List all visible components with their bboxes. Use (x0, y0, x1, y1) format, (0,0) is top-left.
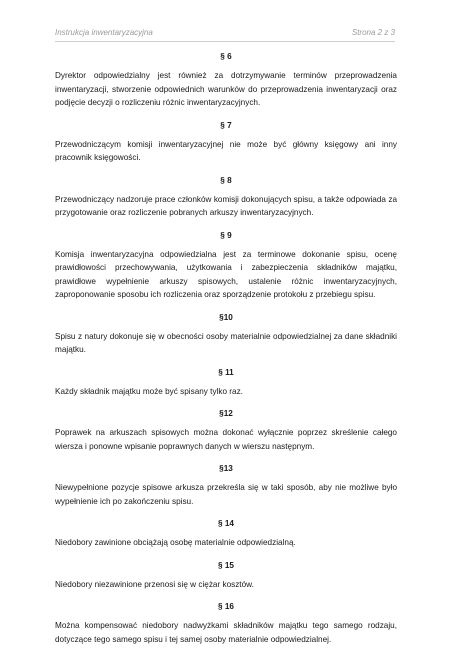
section-11 (55, 367, 397, 399)
section-heading: § 7 (220, 120, 232, 130)
section-heading: § 8 (220, 175, 232, 185)
document-body (55, 51, 397, 656)
section-paragraph: Dyrektor odpowiedzialny jest również za dotrzymywanie terminów przeprowadzenia inwentaryzacji, stworzenie odpowiednich warunków do przeprowadzenia inwentaryzacji oraz podjęcie decyzji o rozliczeniu różnic inwentaryzacyjnych. (55, 71, 397, 107)
section-13 (55, 463, 397, 508)
section-paragraph: Spisu z natury dokonuje się w obecności osoby materialnie odpowiedzialnej za dane składniki majątku. (55, 331, 397, 354)
section-heading: §13 (219, 464, 233, 473)
section-paragraph: Można kompensować niedobory nadwyżkami składników majątku tego samego rodzaju, dotyczące tego samego spisu i tej samej osoby materialnie odpowiedzialnej. (55, 621, 397, 644)
section-heading: §10 (219, 312, 233, 322)
section-heading: § 14 (218, 519, 234, 528)
section-paragraph: Każdy składnik majątku może być spisany tylko raz. (55, 386, 243, 396)
section-heading: § 11 (218, 367, 234, 377)
section-paragraph: Komisja inwentaryzacyjna odpowiedzialna jest za terminowe dokonanie spisu, ocenę prawidłowości przechowywania, użytkowania i zabezpieczenia składników majątku, prawidłowe wypełnienie arkuszy spisowych, ustalenie różnic inwentaryzacyjnych, zaproponowanie sposobu ich rozliczenia oraz sporządzenie protokołu z przebiegu spisu. (55, 249, 397, 299)
section-12 (55, 408, 397, 453)
section-paragraph: Niedobory zawinione obciążają osobę materialnie odpowiedzialną. (55, 538, 296, 547)
section-paragraph: Poprawek na arkuszach spisowych można dokonać wyłącznie poprzez skreślenie całego wiersza i ponowne wpisanie poprawnych danych w wierszu następnym. (55, 428, 397, 451)
section-7 (55, 120, 397, 165)
section-heading: § 16 (218, 602, 234, 611)
section-15 (55, 560, 397, 592)
section-paragraph: Niewypełnione pozycje spisowe arkusza przekreśla się w taki sposób, aby nie możliwe było wypełnienie ich po zakończeniu spisu. (55, 483, 397, 506)
section-heading: § 9 (220, 230, 232, 240)
section-6 (55, 51, 397, 110)
section-14 (55, 518, 397, 550)
section-10 (55, 312, 397, 357)
document-title: Instrukcja inwentaryzacyjna (55, 28, 153, 37)
section-paragraph: Przewodniczący nadzoruje prace członków komisji dokonujących spisu, a także odpowiada za przygotowanie oraz rozliczenie pobranych arkuszy inwentaryzacyjnych. (55, 194, 397, 217)
section-16 (55, 601, 397, 646)
section-heading: §12 (219, 409, 233, 418)
page-number: Strona 2 z 3 (351, 28, 395, 37)
page-header (55, 28, 395, 42)
section-heading: § 15 (218, 560, 234, 570)
section-9 (55, 230, 397, 302)
section-paragraph: Niedobory niezawinione przenosi się w ciężar kosztów. (55, 579, 254, 589)
section-paragraph: Przewodniczącym komisji inwentaryzacyjnej nie może być główny księgowy ani inny pracownik księgowości. (55, 139, 397, 162)
header-divider (55, 41, 395, 42)
section-8 (55, 175, 397, 220)
section-heading: § 6 (220, 52, 232, 61)
